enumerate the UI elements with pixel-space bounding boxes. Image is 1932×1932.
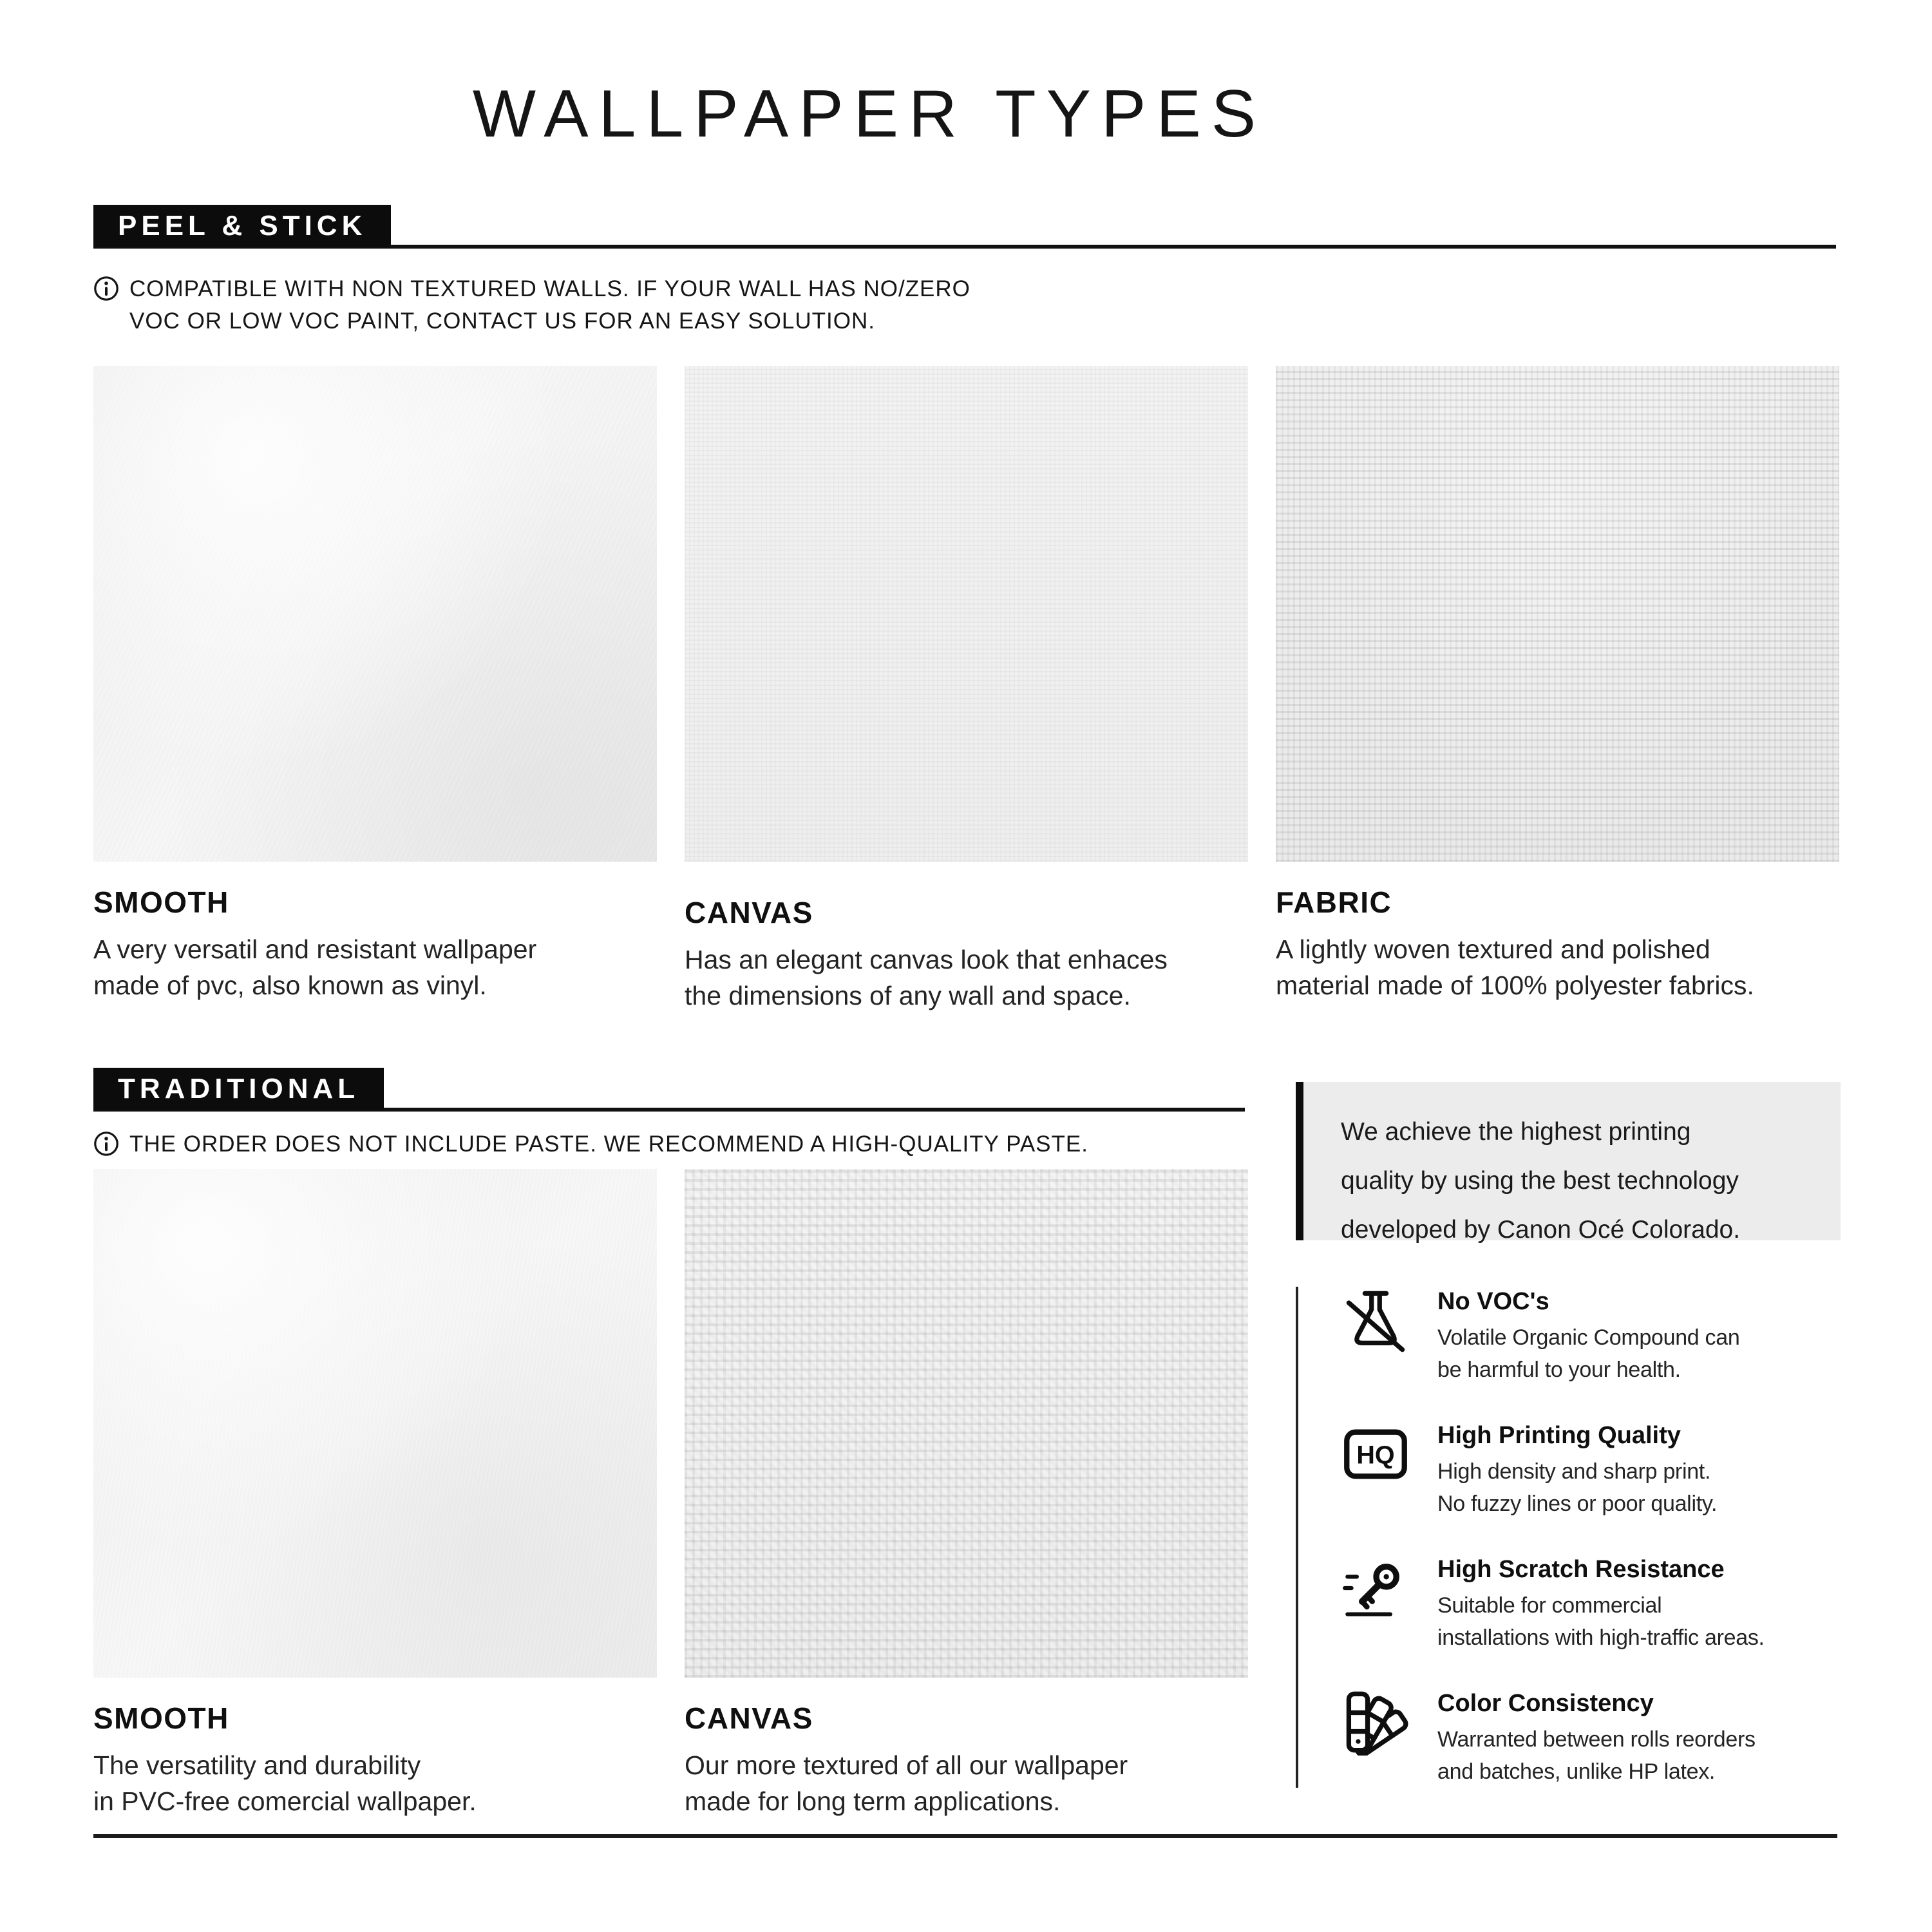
hq-badge-text: HQ (1356, 1441, 1395, 1470)
note-line: COMPATIBLE WITH NON TEXTURED WALLS. IF YOUR WALL HAS NO/ZERO (129, 276, 971, 301)
page-title: WALLPAPER TYPES (472, 77, 1267, 151)
swatch-name: CANVAS (685, 1701, 813, 1735)
printing-quality-panel (1296, 1082, 1841, 1244)
swatch-card-fabric (1276, 366, 1839, 1014)
fabric-texture-image (1276, 366, 1839, 862)
feature-high-printing-quality (1342, 1421, 1875, 1520)
footer-rule (93, 1834, 1837, 1838)
swatch-description-line: the dimensions of any wall and space. (685, 981, 1131, 1010)
peel-stick-section-label: PEEL & STICK (93, 205, 391, 247)
note-line: VOC OR LOW VOC PAINT, CONTACT US FOR AN EASY SOLUTION. (129, 308, 875, 334)
swatch-name: SMOOTH (93, 1701, 229, 1735)
swatch-description-line: A lightly woven textured and polished (1276, 934, 1710, 964)
feature-description-line: Volatile Organic Compound can (1437, 1325, 1740, 1350)
no-voc-flask-icon (1342, 1287, 1409, 1354)
panel-text-line: We achieve the highest printing (1341, 1118, 1691, 1146)
feature-description-line: High density and sharp print. (1437, 1459, 1711, 1484)
swatch-description-line: material made of 100% polyester fabrics. (1276, 971, 1754, 1000)
peel-stick-note (93, 273, 971, 337)
swatch-description-line: in PVC-free comercial wallpaper. (93, 1786, 477, 1816)
smooth-texture-image (93, 366, 657, 862)
swatch-description-line: made of pvc, also known as vinyl. (93, 971, 487, 1000)
feature-high-scratch-resistance (1342, 1555, 1875, 1654)
feature-no-voc (1342, 1287, 1875, 1386)
swatch-name: CANVAS (685, 896, 813, 929)
swatch-card-canvas (685, 1169, 1248, 1819)
info-icon (93, 1131, 119, 1157)
traditional-section-label: TRADITIONAL (93, 1068, 384, 1110)
feature-title: No VOC's (1437, 1288, 1549, 1315)
swatch-card-smooth (93, 1169, 657, 1819)
swatch-description-line: A very versatil and resistant wallpaper (93, 934, 537, 964)
swatch-description-line: made for long term applications. (685, 1786, 1061, 1816)
canvas-texture-image (685, 1169, 1248, 1678)
hq-badge-icon (1342, 1421, 1409, 1488)
scratch-resistance-key-icon (1342, 1555, 1409, 1622)
swatch-description-line: Has an elegant canvas look that enhaces (685, 945, 1168, 974)
feature-color-consistency (1342, 1689, 1875, 1788)
features-list (1296, 1287, 1875, 1788)
swatch-description-line: Our more textured of all our wallpaper (685, 1750, 1128, 1780)
feature-title: High Printing Quality (1437, 1422, 1681, 1449)
color-swatches-icon (1342, 1689, 1409, 1756)
feature-title: Color Consistency (1437, 1690, 1654, 1717)
feature-description-line: No fuzzy lines or poor quality. (1437, 1492, 1718, 1516)
note-line: THE ORDER DOES NOT INCLUDE PASTE. WE RECOMMEND A HIGH-QUALITY PASTE. (129, 1132, 1088, 1157)
feature-description-line: Suitable for commercial (1437, 1593, 1662, 1618)
feature-description-line: Warranted between rolls reorders (1437, 1727, 1756, 1752)
panel-text-line: quality by using the best technology (1341, 1167, 1739, 1195)
smooth-texture-image (93, 1169, 657, 1678)
swatch-description-line: The versatility and durability (93, 1750, 421, 1780)
traditional-swatch-row (93, 1169, 1248, 1819)
canvas-texture-image (685, 366, 1248, 862)
traditional-note (93, 1128, 1088, 1160)
info-icon (93, 276, 119, 301)
swatch-card-smooth (93, 366, 657, 1014)
swatch-name: FABRIC (1276, 886, 1392, 919)
panel-text-line: developed by Canon Océ Colorado. (1341, 1216, 1741, 1244)
peel-stick-swatch-row (93, 366, 1839, 1014)
swatch-card-canvas (685, 366, 1248, 1014)
feature-description-line: and batches, unlike HP latex. (1437, 1759, 1716, 1784)
feature-title: High Scratch Resistance (1437, 1556, 1725, 1583)
swatch-name: SMOOTH (93, 886, 229, 919)
feature-description-line: installations with high-traffic areas. (1437, 1625, 1765, 1650)
feature-description-line: be harmful to your health. (1437, 1358, 1681, 1382)
